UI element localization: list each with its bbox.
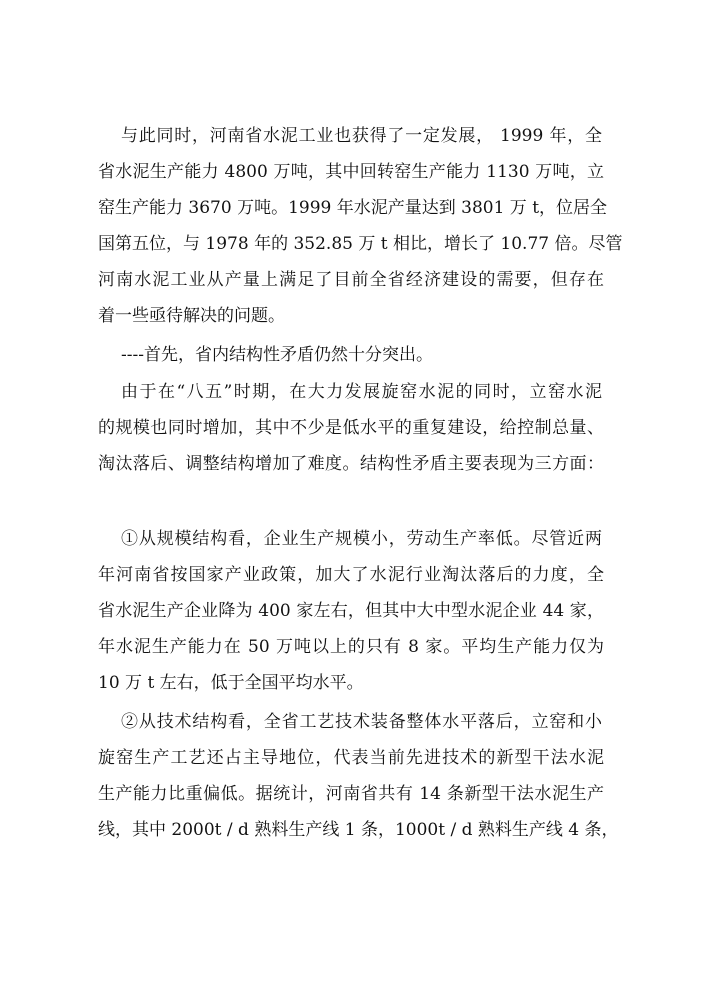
text-line: 与此同时，河南省水泥工业也获得了一定发展， 1999 年，全 — [121, 126, 602, 146]
text-line: 省水泥生产企业降为 400 家左右，但其中大中型水泥企业 44 家， — [98, 601, 604, 621]
text-line: 淘汰落后、调整结构增加了难度。结构性矛盾主要表现为三方面： — [98, 454, 604, 474]
text-line: ①从规模结构看，企业生产规模小，劳动生产率低。尽管近两 — [121, 529, 602, 549]
text-line: 窑生产能力 3670 万吨。1999 年水泥产量达到 3801 万 t，位居全 — [98, 198, 608, 218]
text-line: ----首先，省内结构性矛盾仍然十分突出。 — [121, 345, 433, 365]
text-line: ②从技术结构看，全省工艺技术装备整体水平落后，立窑和小 — [121, 712, 602, 732]
text-line: 生产能力比重偏低。据统计，河南省共有 14 条新型干法水泥生产 — [98, 784, 604, 804]
text-line: 的规模也同时增加，其中不少是低水平的重复建设，给控制总量、 — [98, 418, 604, 438]
text-line: 旋窑生产工艺还占主导地位，代表当前先进技术的新型干法水泥 — [98, 748, 604, 768]
text-line: 省水泥生产能力 4800 万吨，其中回转窑生产能力 1130 万吨，立 — [98, 162, 604, 182]
text-line: 着一些亟待解决的问题。 — [98, 306, 285, 326]
text-line: 10 万 t 左右，低于全国平均水平。 — [98, 673, 364, 693]
text-line: 年河南省按国家产业政策，加大了水泥行业淘汰落后的力度，全 — [98, 565, 604, 585]
text-line: 由于在“八五”时期，在大力发展旋窑水泥的同时，立窑水泥 — [121, 382, 602, 402]
text-line: 国第五位，与 1978 年的 352.85 万 t 相比，增长了 10.77 倍。尽管 — [98, 234, 623, 254]
text-line: 线，其中 2000t / d 熟料生产线 1 条，1000t / d 熟料生产线 4 条， — [98, 820, 619, 840]
text-line: 年水泥生产能力在 50 万吨以上的只有 8 家。平均生产能力仅为 — [98, 637, 604, 657]
text-line: 河南水泥工业从产量上满足了目前全省经济建设的需要，但存在 — [98, 270, 604, 290]
